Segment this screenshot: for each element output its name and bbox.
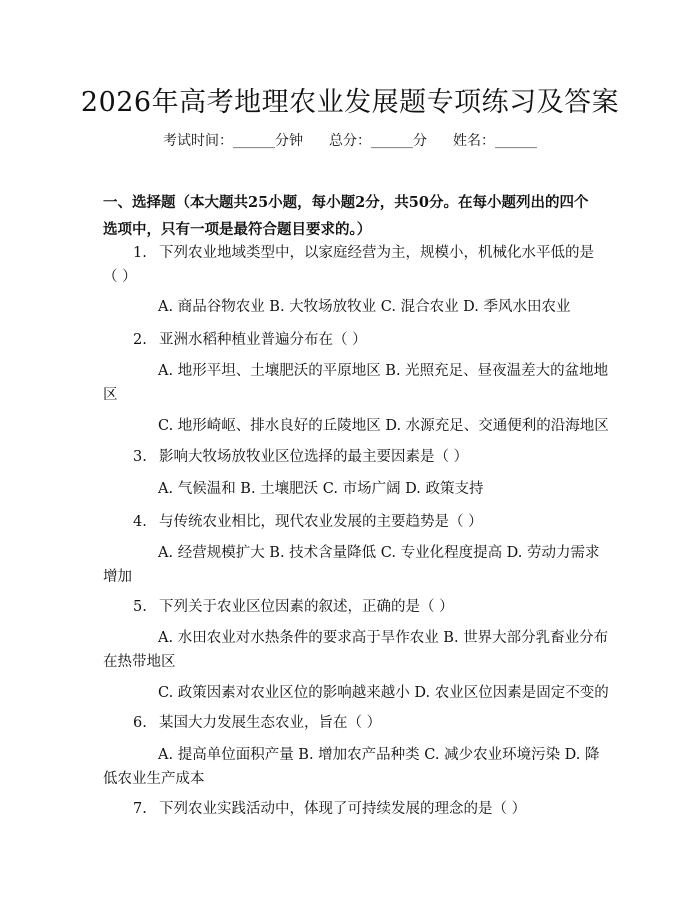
- question-3-options: A. 气候温和 B. 土壤肥沃 C. 市场广阔 D. 政策支持: [158, 481, 484, 497]
- question-6-options: A. 提高单位面积产量 B. 增加农产品种类 C. 减少农业环境污染 D. 降: [158, 747, 600, 763]
- question-5-options: A. 水田农业对水热条件的要求高于旱作农业 B. 世界大部分乳畜业分布: [158, 630, 609, 646]
- question-1-options: A. 商品谷物农业 B. 大牧场放牧业 C. 混合农业 D. 季风水田农业: [158, 299, 571, 315]
- question-6-stem: 6. 某国大力发展生态农业，旨在（ ）: [133, 715, 382, 731]
- question-7-stem: 7. 下列农业实践活动中，体现了可持续发展的理念的是（ ）: [133, 801, 527, 817]
- question-1-stem-cont: （ ）: [103, 269, 137, 285]
- question-2-options-2: C. 地形崎岖、排水良好的丘陵地区 D. 水源充足、交通便利的沿海地区: [158, 418, 609, 434]
- question-4-options: A. 经营规模扩大 B. 技术含量降低 C. 专业化程度提高 D. 劳动力需求: [158, 545, 600, 561]
- exam-time-field: 考试时间：______分钟: [163, 133, 303, 149]
- question-5-stem: 5. 下列关于农业区位因素的叙述，正确的是（ ）: [133, 599, 454, 615]
- question-2-options: A. 地形平坦、土壤肥沃的平原地区 B. 光照充足、昼夜温差大的盆地地: [158, 363, 609, 379]
- total-score-field: 总分：______分: [329, 133, 427, 149]
- question-2-stem: 2. 亚洲水稻种植业普遍分布在（ ）: [133, 332, 367, 348]
- question-5-options-cont: 在热带地区: [103, 654, 176, 670]
- question-1-stem: 1. 下列农业地域类型中，以家庭经营为主，规模小，机械化水平低的是: [133, 245, 594, 261]
- question-6-options-cont: 低农业生产成本: [103, 771, 205, 787]
- question-5-options-2: C. 政策因素对农业区位的影响越来越小 D. 农业区位因素是固定不变的: [158, 685, 609, 701]
- page-title: 2026年高考地理农业发展题专项练习及答案: [80, 87, 620, 118]
- exam-info-line: [0, 130, 700, 150]
- question-4-stem: 4. 与传统农业相比，现代农业发展的主要趋势是（ ）: [133, 514, 483, 530]
- question-4-options-cont: 增加: [103, 569, 132, 585]
- question-2-options-cont: 区: [103, 387, 118, 403]
- section-heading: 一、选择题（本大题共25小题，每小题2分，共50分。在每小题列出的四个选项中，只有一项是最符合题目要求的。）: [103, 194, 589, 238]
- name-field: 姓名：______: [453, 133, 537, 149]
- question-3-stem: 3. 影响大牧场放牧业区位选择的最主要因素是（ ）: [133, 449, 469, 465]
